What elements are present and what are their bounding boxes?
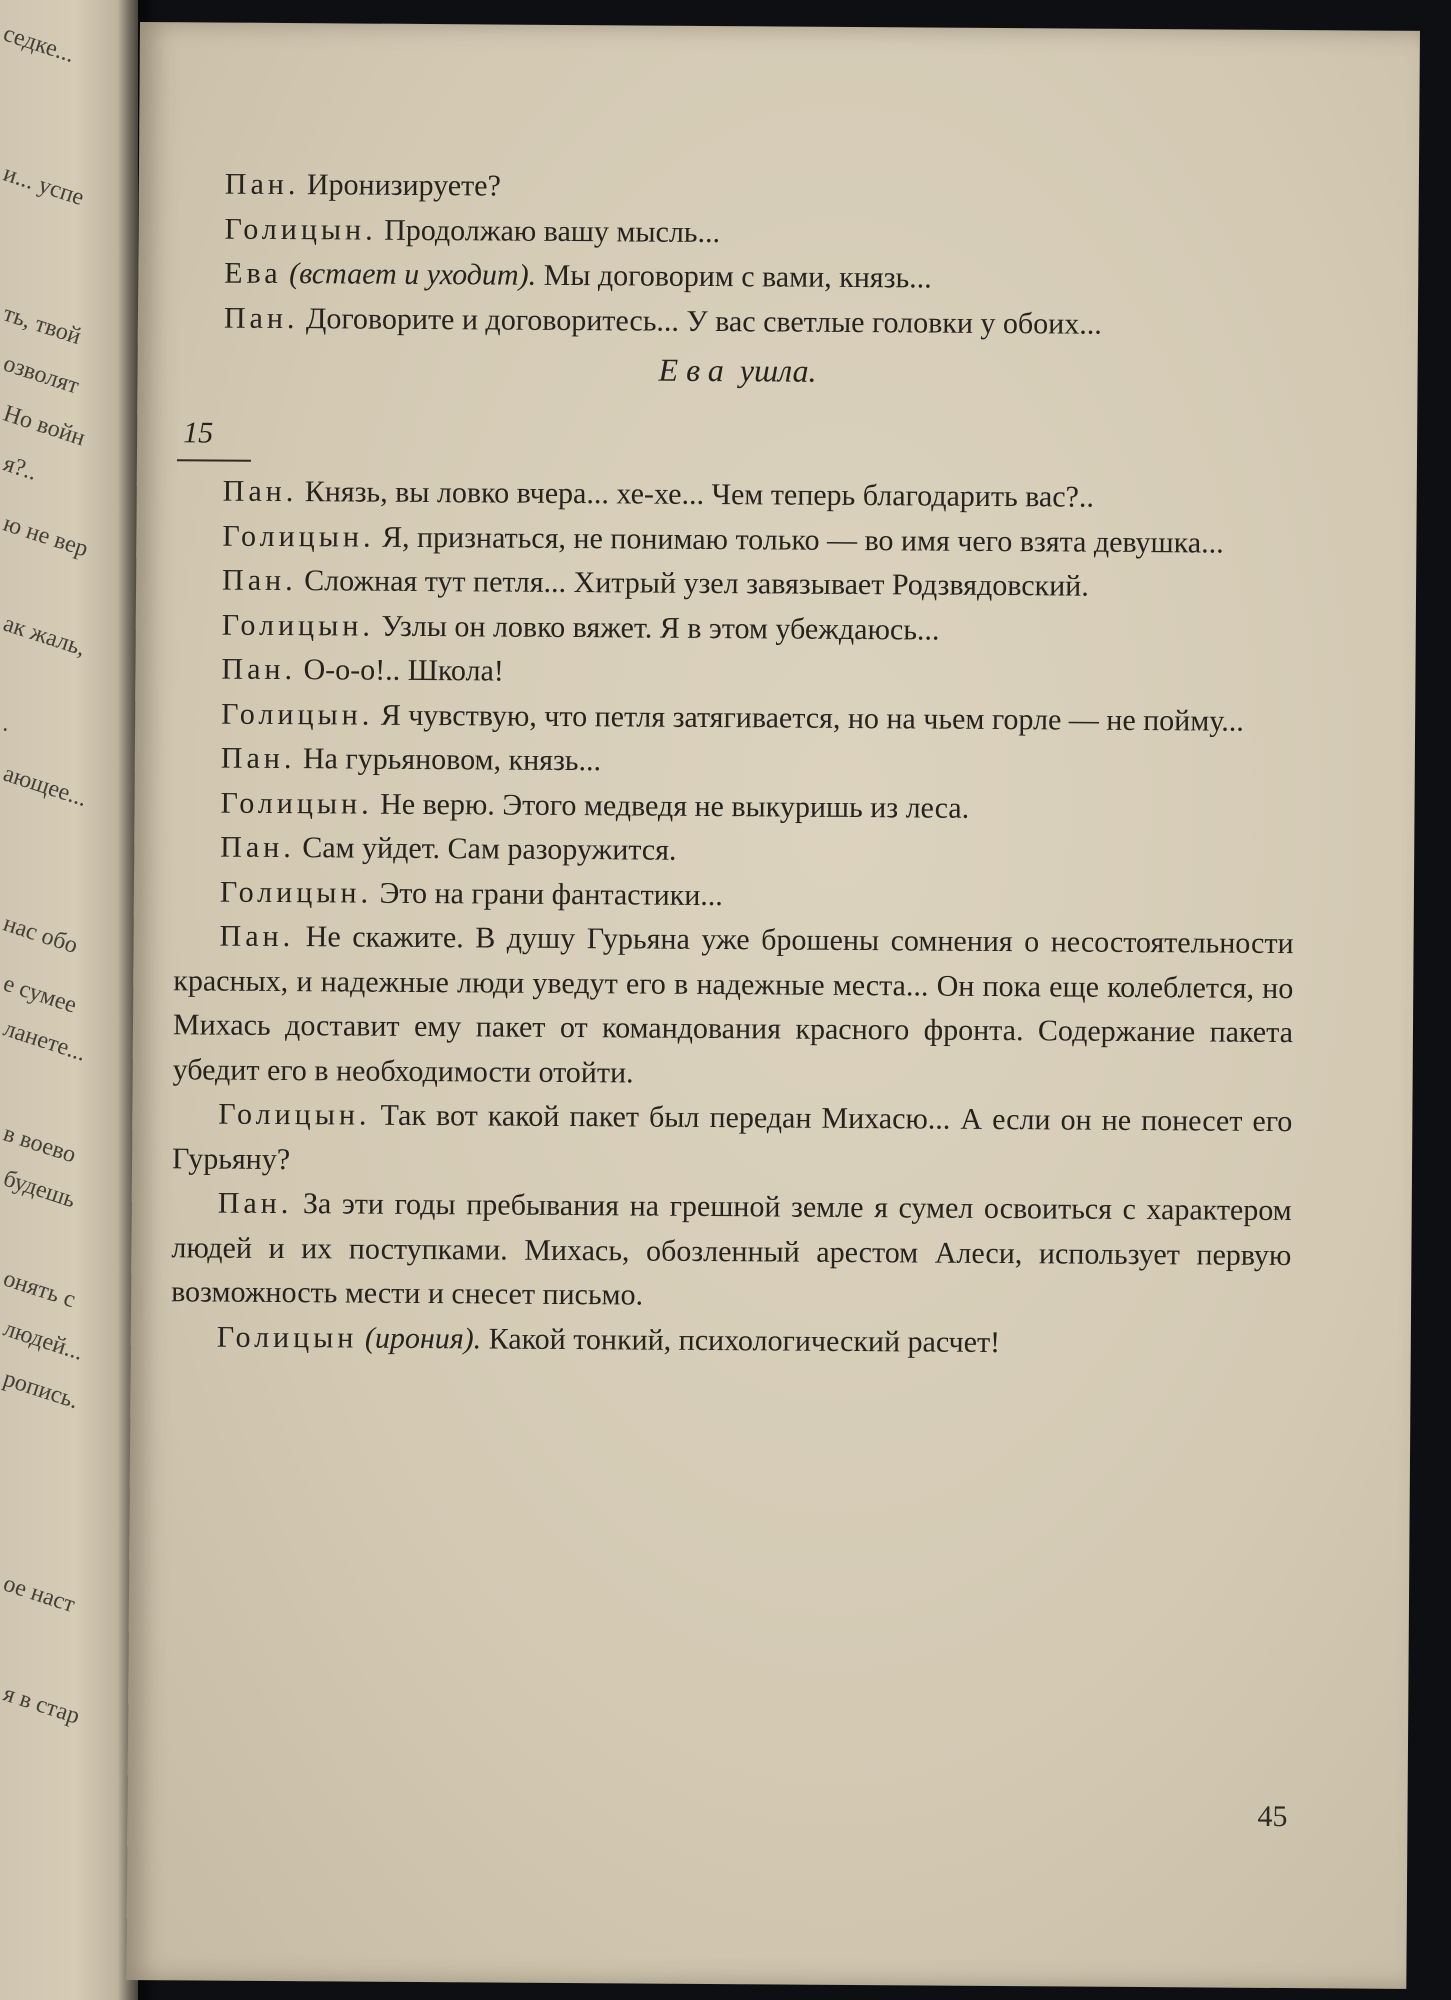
speaker-name: Голицын. <box>219 875 373 910</box>
dialogue-line <box>171 1181 1292 1322</box>
dialogue-line <box>178 207 1298 259</box>
dialogue-line <box>175 692 1295 744</box>
dialogue-line <box>179 162 1299 214</box>
left-page-fragment: седке... <box>0 20 78 69</box>
dialogue-line <box>172 1092 1293 1189</box>
dialogue-text: Продолжаю вашу мысль... <box>384 213 721 249</box>
speaker-name: Ева <box>658 351 732 389</box>
left-page-fragment: Но войн <box>0 400 89 452</box>
dialogue-text: О-о-о!.. Школа! <box>303 653 504 688</box>
speaker-name: Пан. <box>219 919 295 954</box>
dialogue-text: Я чувствую, что петля затягивается, но на чьем горле — не пойму... <box>380 698 1244 738</box>
dialogue-text: Сложная тут петля... Хитрый узел завязывает Родзвядовский. <box>304 564 1089 603</box>
page-number: 45 <box>1257 1799 1288 1834</box>
stage-remark: (встает и уходит). <box>289 257 537 292</box>
dialogue-text: На гурьяновом, князь... <box>302 742 602 778</box>
dialogue-line <box>178 296 1298 348</box>
left-page-fragment: ающее... <box>0 760 91 813</box>
dialogue-text: Не скажите. В душу Гурьяна уже брошены сомнения о несостоятельности красных, и надежные люди уведут его в надежные места... Он пока еще колеблется, но Михась доставит ему пакет от командования красного фронта. Содержание пакета убедит его в необходимости отойти. <box>172 920 1294 1089</box>
dialogue-text: Узлы он ловко вяжет. Я в этом убеждаюсь... <box>381 609 940 647</box>
left-page-fragment: ланете... <box>0 1015 90 1067</box>
speaker-name: Пан. <box>222 474 298 509</box>
left-page-fragment: нас обо <box>0 910 81 959</box>
dialogue-text: Мы договорим с вами, князь... <box>543 258 932 295</box>
speaker-name: Пан. <box>223 301 299 335</box>
section-number-wrapper <box>177 411 1297 477</box>
dialogue-line <box>176 558 1296 610</box>
speaker-name: Голицын. <box>220 786 373 821</box>
left-page-fragment: людей... <box>0 1315 87 1366</box>
speaker-name: Голицын. <box>221 608 375 643</box>
dialogue-line <box>176 514 1296 566</box>
speaker-name: Пан. <box>221 652 297 687</box>
dialogue-text: Я, признаться, не понимаю только — во имя чего взята девушка... <box>381 520 1224 560</box>
left-page-fragment: в воево <box>0 1120 80 1169</box>
dialogue-line <box>178 251 1298 303</box>
dialogue-line <box>175 647 1295 699</box>
speaker-name: Голицын <box>216 1320 358 1355</box>
speaker-name: Пан. <box>224 167 300 202</box>
speaker-name: Пан. <box>221 563 297 598</box>
left-page-fragment: ть, твой <box>0 300 85 351</box>
page-text-block <box>171 162 1299 1367</box>
left-page-fragment: онять с <box>0 1265 79 1314</box>
left-page-fragment: ю не вер <box>0 510 92 563</box>
dialogue-line <box>175 736 1295 788</box>
dialogue-text: Не верю. Этого медведя не выкуришь из леса. <box>380 787 970 825</box>
left-page-fragment: ое наст <box>0 1570 79 1619</box>
left-page-fragment: я в стар <box>0 1680 83 1730</box>
right-page <box>126 22 1420 1989</box>
left-page-fragment: е сумее <box>0 970 80 1019</box>
speaker-name: Голицын. <box>221 697 374 732</box>
left-page-fragment: ак жаль, <box>0 610 89 662</box>
stage-direction <box>177 344 1297 396</box>
left-page-fragment: я?.. <box>0 450 41 486</box>
left-page-fragment: будешь <box>0 1165 79 1214</box>
speaker-name: Пан. <box>220 830 295 865</box>
dialogue-text: Князь, вы ловко вчера... хе-хе... Чем теперь благодарить вас?.. <box>304 475 1095 514</box>
speaker-name: Пан. <box>220 741 296 776</box>
dialogue-text: Сам уйдет. Сам разоружится. <box>302 831 677 867</box>
stage-direction-text: ушла. <box>739 352 817 389</box>
dialogue-line <box>171 1315 1291 1367</box>
left-page-fragment: . <box>0 710 14 738</box>
dialogue-line <box>177 469 1297 521</box>
dialogue-text: Это на грани фантастики... <box>379 876 723 912</box>
section-number: 15 <box>177 411 213 456</box>
stage-remark: (ирония). <box>364 1321 482 1355</box>
left-page-fragment: озволят <box>0 350 83 400</box>
speaker-name: Голицын. <box>224 212 377 247</box>
speaker-name: Пан. <box>217 1186 293 1221</box>
dialogue-text: Договорите и договоритесь... У вас светлые головки у обоих... <box>305 301 1102 341</box>
dialogue-line <box>174 781 1294 833</box>
speaker-name: Голицын. <box>218 1097 371 1132</box>
left-page-fragment: ропись. <box>0 1365 82 1415</box>
dialogue-line <box>176 603 1296 655</box>
speaker-name: Ева <box>224 256 282 290</box>
dialogue-line <box>174 825 1294 877</box>
dialogue-text: Какой тонкий, психологический расчет! <box>488 1321 1001 1359</box>
left-page-fragment: и... успе <box>0 160 88 212</box>
dialogue-text: Так вот какой пакет был передан Михасю... А если он не понесет его Гурьяну? <box>171 1098 1293 1176</box>
speaker-name: Голицын. <box>222 519 375 554</box>
dialogue-text: Иронизируете? <box>306 168 501 203</box>
dialogue-line <box>173 914 1294 1100</box>
dialogue-text: За эти годы пребывания на грешной земле я сумел освоиться с характером людей и их поступками. Михась, обозленный арестом Алеси, использует первую возможность мести и снесет письмо. <box>171 1187 1292 1312</box>
dialogue-line <box>174 870 1294 922</box>
